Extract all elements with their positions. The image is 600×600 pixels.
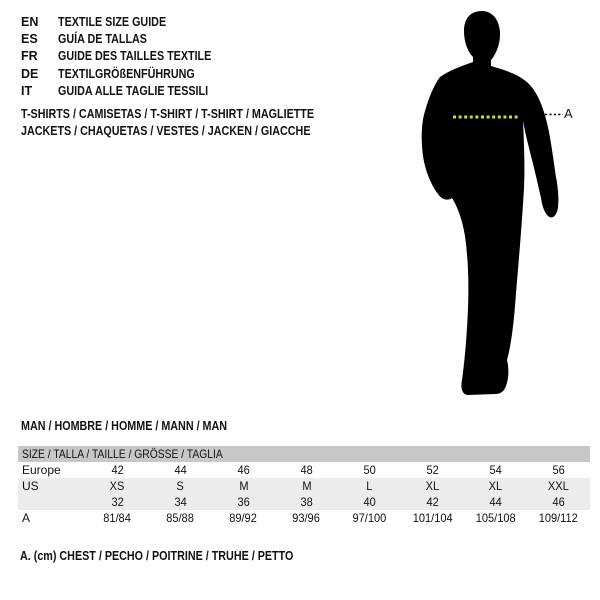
table-cell: 105/108 bbox=[475, 511, 516, 525]
table-cell: S bbox=[176, 479, 185, 493]
table-cell: 97/100 bbox=[352, 511, 387, 525]
language-code: IT bbox=[21, 83, 33, 98]
table-row-chest-a bbox=[18, 510, 590, 526]
language-code: DE bbox=[21, 66, 39, 81]
row-label: US bbox=[22, 479, 39, 493]
table-cell: 38 bbox=[300, 495, 313, 509]
language-label: GUIDA ALLE TAGLIE TESSILI bbox=[58, 83, 209, 98]
table-cell: 56 bbox=[552, 463, 565, 477]
list-item bbox=[21, 13, 236, 30]
table-row-us bbox=[18, 478, 590, 494]
list-item bbox=[21, 82, 236, 99]
table-cell: 46 bbox=[237, 463, 250, 477]
size-table-header: SIZE / TALLA / TAILLE / GRÖSSE / TAGLIA bbox=[18, 446, 590, 462]
table-cell: XL bbox=[425, 479, 440, 493]
language-label: GUÍA DE TALLAS bbox=[58, 31, 147, 46]
size-table bbox=[18, 446, 590, 526]
table-cell: 36 bbox=[237, 495, 250, 509]
list-item bbox=[21, 65, 236, 82]
language-label: TEXTILE SIZE GUIDE bbox=[58, 14, 167, 29]
section-title-man: MAN / HOMBRE / HOMME / MANN / MAN bbox=[21, 419, 228, 433]
table-cell: 46 bbox=[552, 495, 565, 509]
table-cell: 89/92 bbox=[229, 511, 258, 525]
measure-label-a: A bbox=[564, 106, 573, 121]
table-cell: 44 bbox=[489, 495, 502, 509]
table-row-us-numeric bbox=[18, 494, 590, 510]
list-item bbox=[21, 30, 236, 47]
measurement-footnote: A. (cm) CHEST / PECHO / POITRINE / TRUHE / PETTO bbox=[20, 549, 294, 563]
language-code: ES bbox=[21, 31, 38, 46]
category-tshirts: T-SHIRTS / CAMISETAS / T-SHIRT / T-SHIRT / MAGLIETTE bbox=[21, 107, 315, 121]
table-cell: 48 bbox=[300, 463, 313, 477]
garment-categories bbox=[21, 106, 362, 141]
language-code: FR bbox=[21, 49, 38, 64]
table-cell: 50 bbox=[363, 463, 376, 477]
table-cell: 52 bbox=[426, 463, 439, 477]
table-cell: 32 bbox=[111, 495, 124, 509]
language-guide-list bbox=[21, 13, 236, 99]
table-cell: 40 bbox=[363, 495, 376, 509]
row-label: Europe bbox=[22, 463, 61, 477]
table-cell: 109/112 bbox=[538, 511, 579, 525]
table-cell: 85/88 bbox=[166, 511, 195, 525]
category-jackets: JACKETS / CHAQUETAS / VESTES / JACKEN / GIACCHE bbox=[21, 124, 311, 139]
table-cell: 34 bbox=[174, 495, 187, 509]
table-cell: 93/96 bbox=[292, 511, 321, 525]
language-label: GUIDE DES TAILLES TEXTILE bbox=[58, 49, 212, 64]
table-cell: XXL bbox=[548, 479, 569, 493]
language-code: EN bbox=[21, 14, 39, 29]
table-cell: 44 bbox=[174, 463, 187, 477]
row-label: A bbox=[22, 511, 31, 525]
row-label bbox=[18, 494, 86, 510]
table-cell: 81/84 bbox=[103, 511, 132, 525]
man-silhouette-figure bbox=[412, 8, 570, 398]
table-cell: 42 bbox=[111, 463, 124, 477]
table-cell: M bbox=[301, 479, 312, 493]
table-cell: L bbox=[366, 479, 373, 493]
table-cell: 42 bbox=[426, 495, 439, 509]
table-cell: XL bbox=[488, 479, 503, 493]
list-item bbox=[21, 48, 236, 65]
table-cell: XS bbox=[110, 479, 125, 493]
language-label: TEXTILGRÖßENFÜHRUNG bbox=[58, 66, 195, 81]
table-cell: 101/104 bbox=[412, 511, 453, 525]
man-silhouette-icon bbox=[412, 8, 570, 398]
table-row-europe bbox=[18, 462, 590, 478]
table-cell: M bbox=[238, 479, 249, 493]
table-cell: 54 bbox=[489, 463, 502, 477]
